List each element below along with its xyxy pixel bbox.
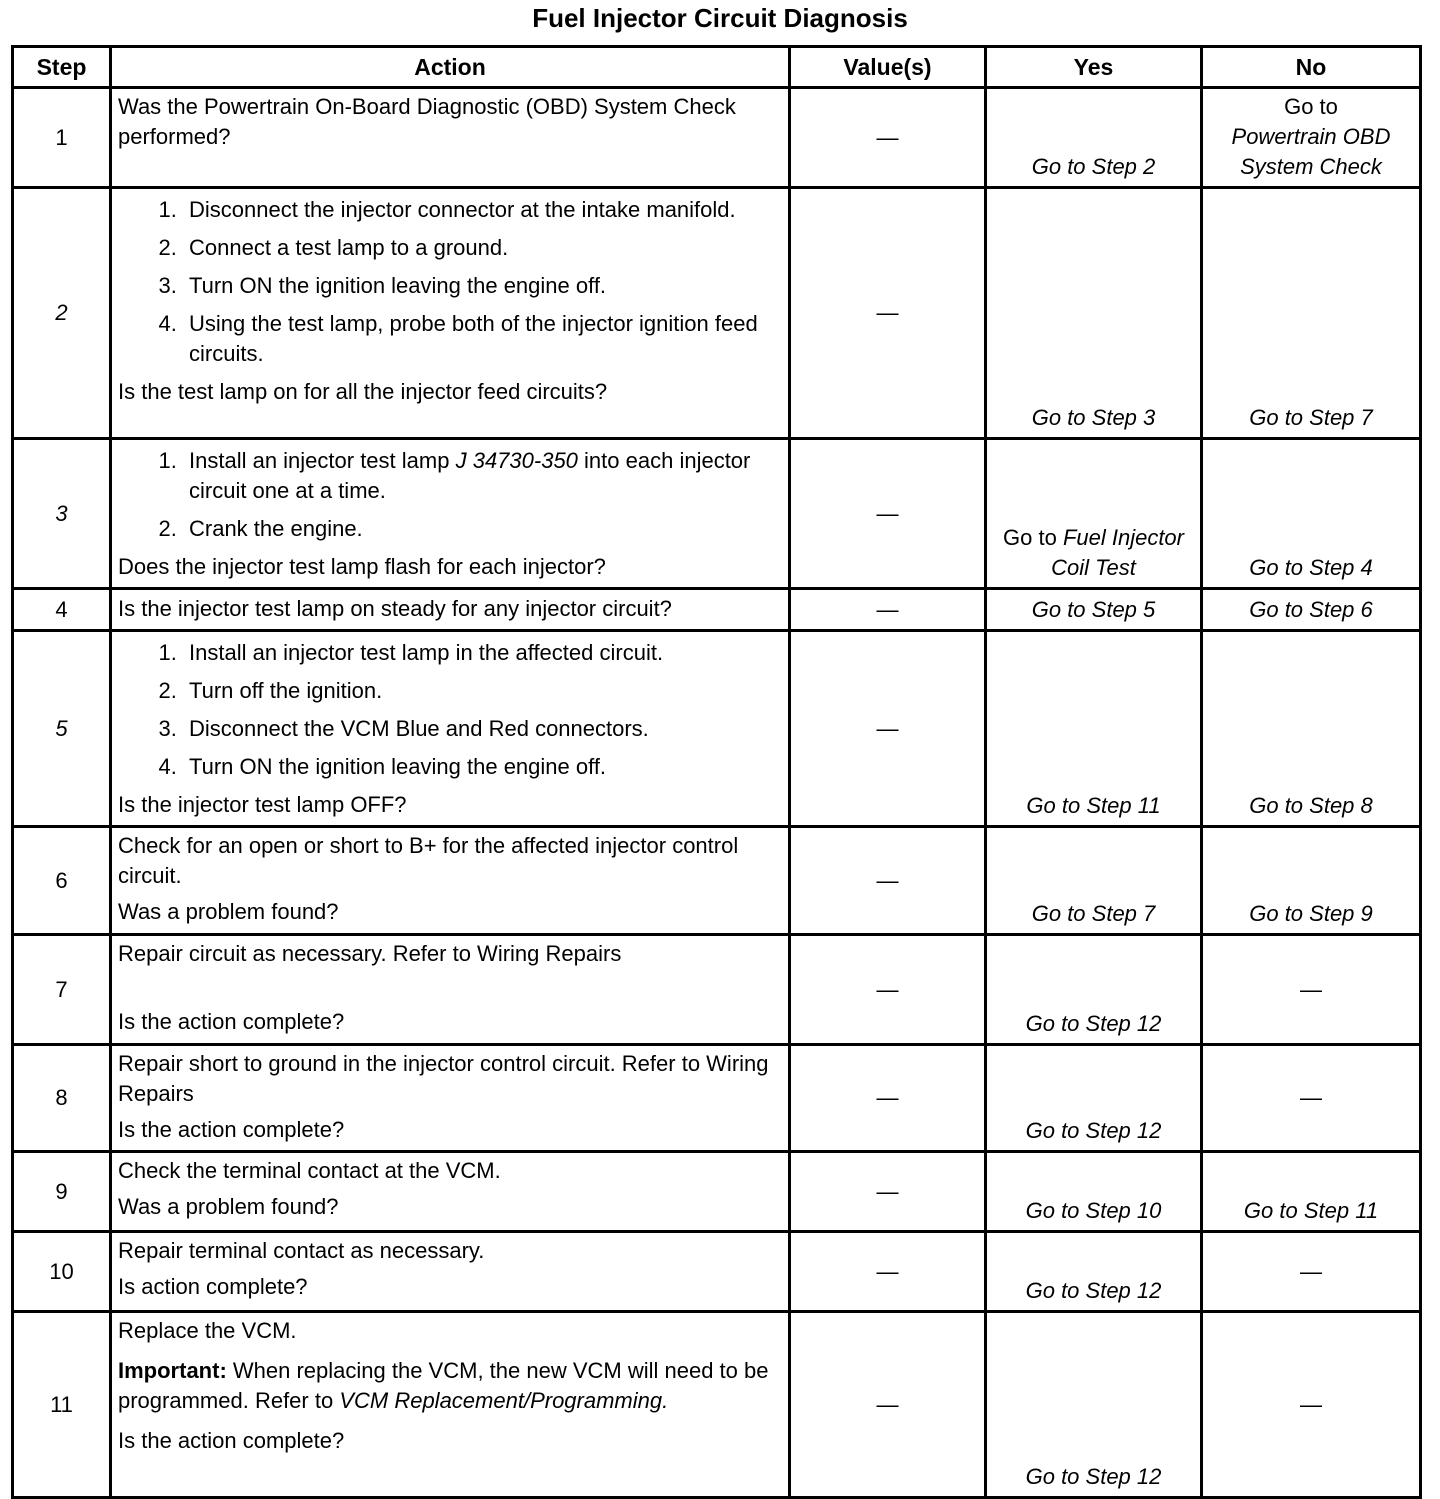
table-row <box>13 88 1421 188</box>
value-cell: — <box>790 1152 986 1232</box>
step-number: 3 <box>13 439 111 589</box>
yes-link[interactable]: Go to Step 2 <box>1031 154 1156 179</box>
no-link[interactable]: Powertrain OBD System Check <box>1231 124 1391 179</box>
action-text: Repair terminal contact as necessary. <box>118 1238 485 1263</box>
yes-cell <box>986 1045 1202 1152</box>
value-cell: — <box>790 589 986 631</box>
step-number: 9 <box>13 1152 111 1232</box>
table-row <box>13 1312 1421 1498</box>
action-cell <box>111 827 790 935</box>
step-number: 11 <box>13 1312 111 1498</box>
step-text: into each injector circuit one at a time. <box>189 448 751 503</box>
important-label: Important: <box>118 1358 227 1383</box>
table-row <box>13 827 1421 935</box>
procedure-step: 1. Install an injector test lamp in the affected circuit. <box>183 638 782 668</box>
yes-link[interactable]: Go to Step 11 <box>1026 793 1161 818</box>
table-row <box>13 631 1421 827</box>
procedure-step: 3. Turn ON the ignition leaving the engine off. <box>183 271 782 301</box>
page-title: Fuel Injector Circuit Diagnosis <box>532 3 908 33</box>
action-question: Is the action complete? <box>118 1009 345 1034</box>
action-question: Is action complete? <box>118 1274 308 1299</box>
action-text: Repair circuit as necessary. Refer to Wiring Repairs <box>118 941 622 966</box>
no-link[interactable]: Go to Step 9 <box>1249 901 1373 926</box>
action-question: Is the action complete? <box>118 1428 345 1453</box>
action-cell <box>111 589 790 631</box>
header-row <box>13 47 1421 88</box>
action-text: Check the terminal contact at the VCM. <box>118 1158 501 1183</box>
value-cell: — <box>790 1045 986 1152</box>
no-cell: — <box>1202 935 1421 1045</box>
step-number: 7 <box>13 935 111 1045</box>
yes-link[interactable]: Go to Step 10 <box>1025 1198 1162 1223</box>
yes-link[interactable]: Go to Step 7 <box>1031 901 1156 926</box>
yes-link[interactable]: Go to Step 12 <box>1025 1118 1162 1143</box>
step-text: Install an injector test lamp <box>189 448 450 473</box>
action-question: Is the test lamp on for all the injector feed circuits? <box>118 379 608 404</box>
yes-cell <box>986 589 1202 631</box>
no-cell: — <box>1202 1045 1421 1152</box>
procedure-step <box>183 446 782 506</box>
action-cell <box>111 1045 790 1152</box>
no-link[interactable]: Go to Step 11 <box>1243 1198 1379 1223</box>
action-question: Is the injector test lamp OFF? <box>118 792 407 817</box>
header-step: Step <box>13 47 111 88</box>
yes-link[interactable]: Fuel Injector Coil Test <box>1051 525 1184 580</box>
yes-cell <box>986 439 1202 589</box>
no-cell <box>1202 439 1421 589</box>
yes-link[interactable]: Go to Step 5 <box>1031 597 1156 622</box>
procedure-list <box>118 446 782 544</box>
action-cell <box>111 631 790 827</box>
important-link[interactable]: VCM Replacement/Programming. <box>339 1388 669 1413</box>
no-cell <box>1202 631 1421 827</box>
diagnosis-table <box>11 45 1422 1499</box>
procedure-step: 2. Turn off the ignition. <box>183 676 782 706</box>
action-cell <box>111 1152 790 1232</box>
important-text: When replacing the VCM, the new VCM will need to be programmed. Refer to <box>118 1358 769 1413</box>
value-cell: — <box>790 631 986 827</box>
yes-cell <box>986 631 1202 827</box>
action-cell <box>111 88 790 188</box>
no-cell <box>1202 88 1421 188</box>
yes-link[interactable]: Go to Step 12 <box>1025 1464 1162 1489</box>
yes-cell <box>986 1232 1202 1312</box>
no-cell <box>1202 188 1421 439</box>
header-values: Value(s) <box>790 47 986 88</box>
yes-link[interactable]: Go to Step 3 <box>1031 405 1156 430</box>
table-row <box>13 1232 1421 1312</box>
action-cell <box>111 439 790 589</box>
action-cell <box>111 188 790 439</box>
procedure-step: 2. Connect a test lamp to a ground. <box>183 233 782 263</box>
action-question: Was a problem found? <box>118 1194 339 1219</box>
yes-link[interactable]: Go to Step 12 <box>1025 1011 1162 1036</box>
step-number: 6 <box>13 827 111 935</box>
action-cell <box>111 935 790 1045</box>
procedure-list <box>118 638 782 782</box>
yes-prefix: Go to <box>1003 525 1057 550</box>
header-no: No <box>1202 47 1421 88</box>
important-note <box>118 1356 782 1416</box>
table-row <box>13 589 1421 631</box>
value-cell: — <box>790 935 986 1045</box>
yes-cell <box>986 1152 1202 1232</box>
action-text: Replace the VCM. <box>118 1318 297 1343</box>
procedure-step: 3. Disconnect the VCM Blue and Red connectors. <box>183 714 782 744</box>
action-text: Repair short to ground in the injector control circuit. Refer to Wiring Repairs <box>118 1051 769 1106</box>
value-cell: — <box>790 827 986 935</box>
action-question: Does the injector test lamp flash for each injector? <box>118 554 606 579</box>
value-cell: — <box>790 188 986 439</box>
procedure-step: 1. Disconnect the injector connector at the intake manifold. <box>183 195 782 225</box>
action-text: Was the Powertrain On-Board Diagnostic (OBD) System Check performed? <box>118 94 736 149</box>
yes-cell <box>986 88 1202 188</box>
no-cell: — <box>1202 1232 1421 1312</box>
yes-cell <box>986 935 1202 1045</box>
action-text: Is the injector test lamp on steady for any injector circuit? <box>118 595 672 621</box>
yes-cell <box>986 188 1202 439</box>
action-cell <box>111 1232 790 1312</box>
action-question: Is the action complete? <box>118 1117 345 1142</box>
action-question: Was a problem found? <box>118 899 339 924</box>
no-link[interactable]: Go to Step 6 <box>1249 597 1373 622</box>
step-number: 1 <box>13 88 111 188</box>
procedure-step: 4. Using the test lamp, probe both of the injector ignition feed circuits. <box>183 309 782 369</box>
value-cell: — <box>790 439 986 589</box>
procedure-step: 4. Turn ON the ignition leaving the engine off. <box>183 752 782 782</box>
no-cell <box>1202 827 1421 935</box>
step-number: 2 <box>13 188 111 439</box>
value-cell: — <box>790 1232 986 1312</box>
table-row <box>13 439 1421 589</box>
no-link[interactable]: Go to Step 4 <box>1249 555 1373 580</box>
table-row <box>13 1045 1421 1152</box>
value-cell: — <box>790 1312 986 1498</box>
no-cell <box>1202 589 1421 631</box>
no-cell <box>1202 1152 1421 1232</box>
yes-link[interactable]: Go to Step 12 <box>1025 1278 1162 1303</box>
table-row <box>13 188 1421 439</box>
no-cell: — <box>1202 1312 1421 1498</box>
table-row <box>13 935 1421 1045</box>
header-action: Action <box>111 47 790 88</box>
no-link[interactable]: Go to Step 7 <box>1249 405 1373 430</box>
step-number: 10 <box>13 1232 111 1312</box>
no-prefix: Go to <box>1284 94 1338 119</box>
header-yes: Yes <box>986 47 1202 88</box>
action-cell <box>111 1312 790 1498</box>
table-row <box>13 1152 1421 1232</box>
value-cell: — <box>790 88 986 188</box>
step-number: 5 <box>13 631 111 827</box>
no-link[interactable]: Go to Step 8 <box>1249 793 1373 818</box>
tool-reference: J 34730-350 <box>455 448 578 473</box>
procedure-step: 2. Crank the engine. <box>183 514 782 544</box>
step-number: 8 <box>13 1045 111 1152</box>
procedure-list <box>118 195 782 369</box>
action-text: Check for an open or short to B+ for the affected injector control circuit. <box>118 833 739 888</box>
yes-cell <box>986 827 1202 935</box>
step-number: 4 <box>13 589 111 631</box>
yes-cell <box>986 1312 1202 1498</box>
